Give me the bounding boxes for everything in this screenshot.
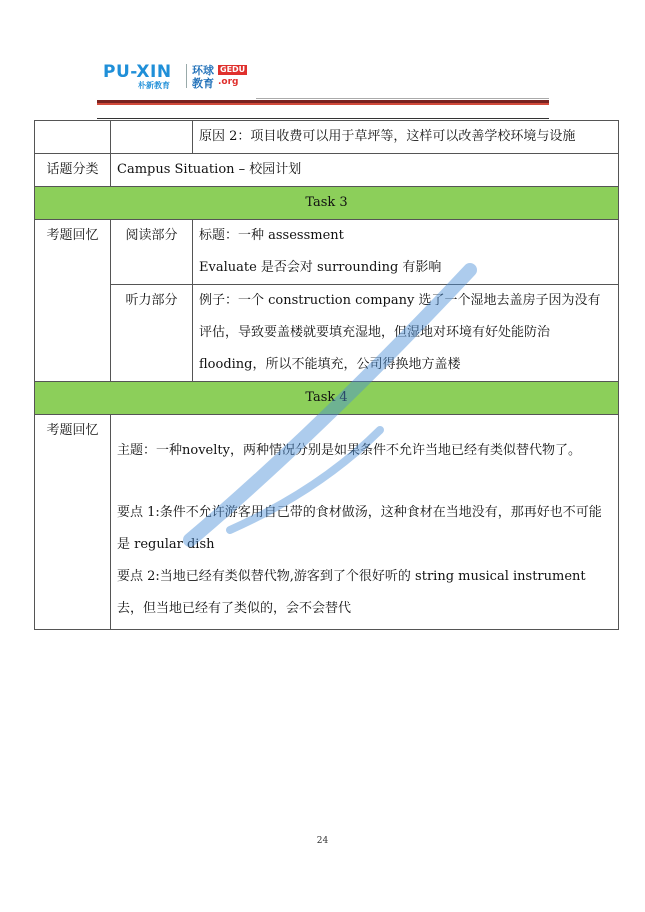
- task3-title: Task 3: [35, 187, 619, 220]
- page-number: 24: [316, 836, 329, 846]
- recall-label-task3: 考题回忆: [35, 220, 111, 382]
- table-row: [35, 415, 619, 630]
- reason2-cell: 原因 2：项目收费可以用于草坪等，这样可以改善学校环境与设施: [193, 121, 619, 154]
- task4-content: [111, 415, 619, 630]
- table-row: [35, 121, 619, 154]
- reading-line-2: Evaluate 是否会对 surrounding 有影响: [199, 260, 442, 275]
- puxin-logo: PU-XIN: [103, 62, 172, 82]
- topic-value: Campus Situation – 校园计划: [111, 154, 619, 187]
- huanqiu-logo-line2: 教育: [192, 77, 214, 90]
- content-table: [34, 120, 619, 630]
- table-row: [35, 154, 619, 187]
- task4-theme: 主题：一种novelty，两种情况分别是如果条件不允许当地已经有类似替代物了。: [117, 443, 581, 458]
- topic-label: 话题分类: [35, 154, 111, 187]
- listening-label: 听力部分: [111, 285, 193, 382]
- page-header: [0, 0, 645, 120]
- reading-content: [193, 220, 619, 285]
- huanqiu-logo: [192, 64, 214, 90]
- huanqiu-logo-line1: 环球: [192, 64, 214, 77]
- header-thin-rule: [256, 98, 549, 99]
- task4-header-row: [35, 382, 619, 415]
- gedu-badge: GEDU: [220, 65, 246, 74]
- task3-header-row: [35, 187, 619, 220]
- table-row: [35, 285, 619, 382]
- logo-divider: [186, 64, 187, 88]
- task4-point1: 要点 1:条件不允许游客用自己带的食材做汤，这种食材在当地没有，那再好也不可能是 regular dish: [117, 505, 602, 552]
- reading-line-1: 标题：一种 assessment: [199, 228, 344, 243]
- header-bottom-rule: [97, 118, 549, 119]
- header-red-rule: [97, 103, 549, 105]
- table-row: [35, 220, 619, 285]
- reading-label: 阅读部分: [111, 220, 193, 285]
- task4-point2: 要点 2:当地已经有类似替代物,游客到了个很好听的 string musical instrument 去，但当地已经有了类似的，会不会替代: [117, 569, 586, 616]
- task4-title: Task 4: [35, 382, 619, 415]
- gedu-org-text: .org: [218, 77, 239, 87]
- listening-content: 例子：一个 construction company 选了一个湿地去盖房子因为没有评估，导致要盖楼就要填充湿地，但湿地对环境有好处能防治 flooding，所以不能填充，公司得换地方盖楼: [193, 285, 619, 382]
- puxin-logo-subtitle: 朴新教育: [138, 81, 170, 90]
- recall-label-task4: 考题回忆: [35, 415, 111, 630]
